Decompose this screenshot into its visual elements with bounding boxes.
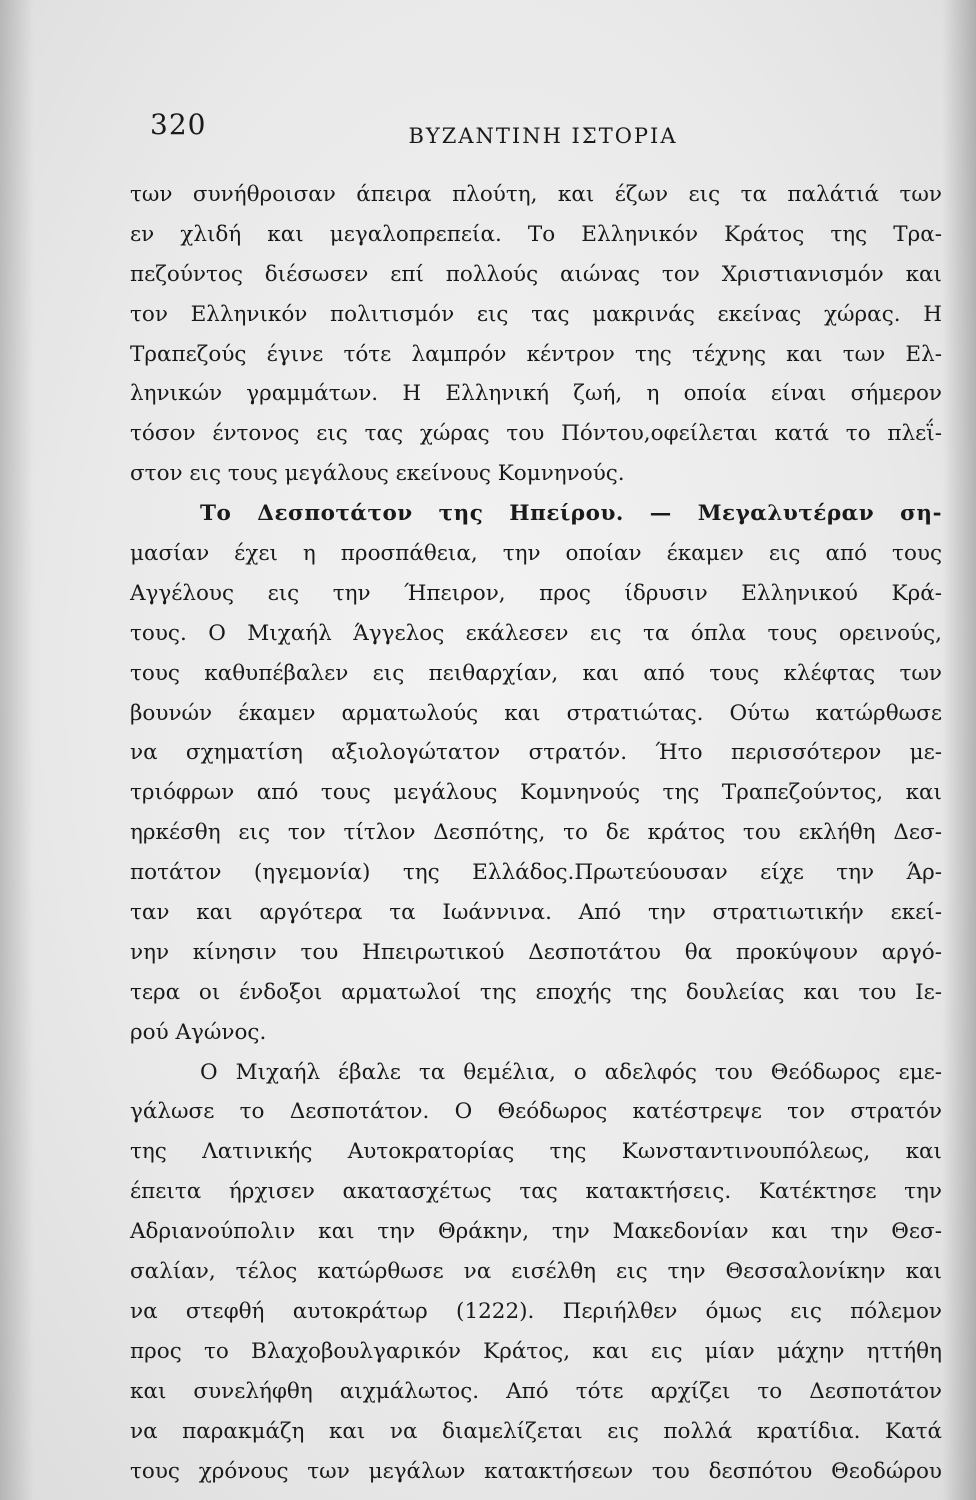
- text-line: εν χλιδή και μεγαλοπρεπεία. Το Ελληνικόν Κράτος της Τρα-: [130, 221, 942, 247]
- text-line: προς το Βλαχοβουλγαρικόν Κράτος, και εις μίαν μάχην ηττήθη: [130, 1338, 942, 1364]
- text-line: πεζούντος διέσωσεν επί πολλούς αιώνας τον Χριστιανισμόν και: [130, 261, 942, 287]
- text-line: ταν και αργότερα τα Ιωάννινα. Από την στρατιωτικήν εκεί-: [130, 900, 942, 926]
- text-line: βουνών έκαμεν αρματωλούς και στρατιώτας. Ούτω κατώρθωσε: [130, 700, 942, 726]
- text-line: Ο Μιχαήλ έβαλε τα θεμέλια, ο αδελφός του Θεόδωρος εμε-: [200, 1059, 942, 1085]
- page-left-shadow: [0, 0, 34, 1500]
- text-line: τόσον έντονος εις τας χώρας του Πόντου,οφείλεται κατά το πλεΐ-: [130, 421, 942, 447]
- text-line: τους. Ο Μιχαήλ Άγγελος εκάλεσεν εις τα όπλα τους ορεινούς,: [130, 620, 942, 646]
- body-text: [130, 175, 942, 1491]
- text-line: μασίαν έχει η προσπάθεια, την οποίαν έκαμεν εις από τους: [130, 541, 942, 567]
- text-line: να στεφθή αυτοκράτωρ (1222). Περιήλθεν όμως εις πόλεμον: [130, 1298, 942, 1324]
- text-line: Τραπεζούς έγινε τότε λαμπρόν κέντρον της τέχνης και των Ελ-: [130, 341, 942, 367]
- text-line: τον Ελληνικόν πολιτισμόν εις τας μακρινάς εκείνας χώρας. Η: [130, 301, 942, 327]
- text-line: να παρακμάζη και να διαμελίζεται εις πολλά κρατίδια. Κατά: [130, 1418, 942, 1444]
- text-line: τριόφρων από τους μεγάλους Κομνηνούς της Τραπεζούντος, και: [130, 780, 942, 806]
- text-line: να σχηματίση αξιολογώτατον στρατόν. Ήτο περισσότερον με-: [130, 740, 942, 766]
- text-line: της Λατινικής Αυτοκρατορίας της Κωνσταντινουπόλεως, και: [130, 1139, 942, 1165]
- page-right-shadow: [942, 0, 976, 1500]
- running-title: ΒΥΖΑΝΤΙΝΗ ΙΣΤΟΡΙΑ: [408, 124, 678, 148]
- text-line: έπειτα ήρχισεν ακατασχέτως τας κατακτήσεις. Κατέκτησε την: [130, 1179, 942, 1205]
- text-line: Αγγέλους εις την Ήπειρον, προς ίδρυσιν Ελληνικού Κρά-: [130, 580, 942, 606]
- text-line: των συνήθροισαν άπειρα πλούτη, και έζων εις τα παλάτιά των: [130, 182, 942, 207]
- text-line: Αδριανούπολιν και την Θράκην, την Μακεδονίαν και την Θεσ-: [130, 1219, 942, 1245]
- text-line: ληνικών γραμμάτων. Η Ελληνική ζωή, η οποία είναι σήμερον: [130, 381, 942, 407]
- text-line: στον εις τους μεγάλους εκείνους Κομνηνούς.: [130, 461, 625, 487]
- section-heading-line: Το Δεσποτάτον της Ηπείρου. — Μεγαλυτέραν ση-: [200, 501, 942, 527]
- text-line: τους χρόνους των μεγάλων κατακτήσεων του δεσπότου Θεοδώρου: [130, 1458, 942, 1484]
- text-line: ποτάτον (ηγεμονία) της Ελλάδος.Πρωτεύουσαν είχε την Άρ-: [130, 860, 942, 886]
- text-line: και συνελήφθη αιχμάλωτος. Από τότε αρχίζει το Δεσποτάτον: [130, 1378, 942, 1404]
- text-line: τους καθυπέβαλεν εις πειθαρχίαν, και από τους κλέφτας των: [130, 660, 942, 686]
- text-line: νην κίνησιν του Ηπειρωτικού Δεσποτάτου θα προκύψουν αργό-: [130, 939, 942, 965]
- text-line: τερα οι ένδοξοι αρματωλοί της εποχής της δουλείας και του Ιε-: [130, 979, 942, 1005]
- text-line: γάλωσε το Δεσποτάτον. Ο Θεόδωρος κατέστρεψε τον στρατόν: [130, 1099, 942, 1125]
- page-number: 320: [150, 108, 207, 141]
- text-line: σαλίαν, τέλος κατώρθωσε να εισέλθη εις την Θεσσαλονίκην και: [130, 1259, 942, 1285]
- text-line: ρού Αγώνος.: [130, 1019, 267, 1045]
- text-line: ηρκέσθη εις τον τίτλον Δεσπότης, το δε κράτος του εκλήθη Δεσ-: [130, 820, 942, 846]
